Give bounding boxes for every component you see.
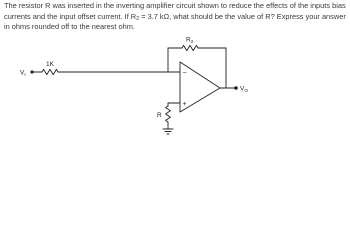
noninverting-sign: +: [182, 101, 187, 108]
inverting-sign: −: [182, 70, 187, 77]
resistor-r2: [182, 45, 198, 50]
resistor-r: [166, 106, 171, 122]
resistor-r1: [42, 69, 58, 74]
vi-label: $V_I$: [20, 69, 26, 77]
question-text-part2: = 3.7 kΩ, what should be the value of R? Express your answer in ohms rounded off to the nearest ohm.: [4, 11, 346, 32]
vo-terminal: [234, 86, 238, 90]
ground-symbol: [163, 129, 173, 134]
feedback-wire-right: [198, 48, 226, 88]
question-text-part1: The resistor R was inserted in the inverting amplifier circuit shown to reduce the effects of the inputs bias currents and the input offset current. If R: [4, 1, 346, 21]
vi-terminal: [30, 70, 33, 73]
noninverting-wire: [168, 103, 180, 106]
r2-label: $R_2$: [186, 36, 194, 45]
r-label: R: [157, 112, 162, 119]
question-subscript: 2: [136, 15, 140, 22]
r1-label: 1K: [46, 61, 54, 68]
vo-label: $V_O$: [240, 85, 248, 93]
